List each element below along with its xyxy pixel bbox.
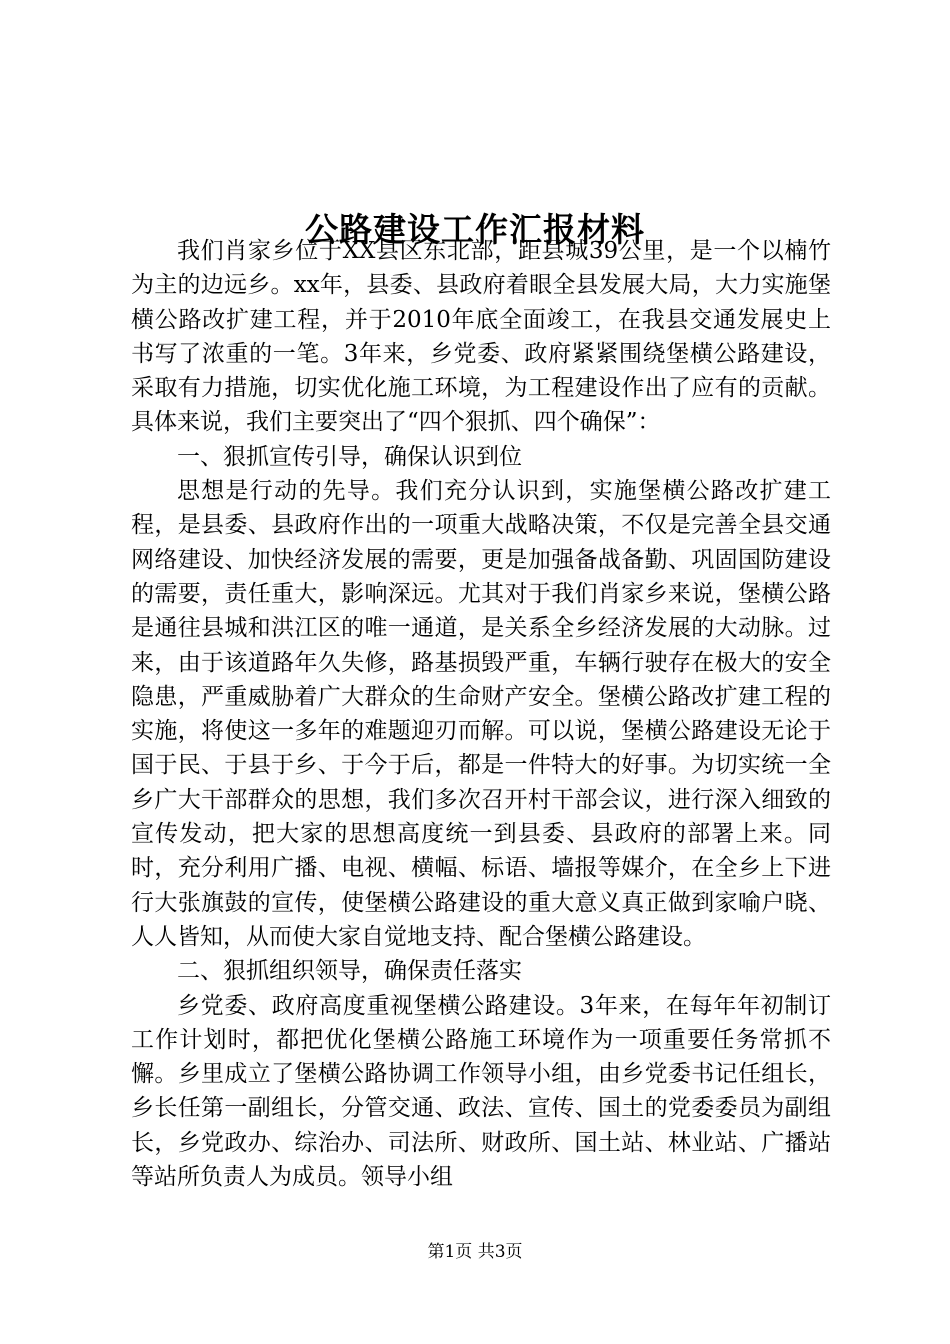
paragraph-section-1: 思想是行动的先导。我们充分认识到，实施堡横公路改扩建工程，是县委、县政府作出的一项重大战略决策，不仅是完善全县交通网络建设、加快经济发展的需要，更是加强备战备勤、巩固国防建设的需要，责任重大，影响深远。尤其对于我们肖家乡来说，堡横公路是通往县城和洪江区的唯一通道，是关系全乡经济发展的大动脉。过来，由于该道路年久失修，路基损毁严重，车辆行驶存在极大的安全隐患，严重威胁着广大群众的生命财产安全。堡横公路改扩建工程的实施，将使这一多年的难题迎刃而解。可以说，堡横公路建设无论于国于民、于县于乡、于今于后，都是一件特大的好事。为切实统一全乡广大干部群众的思想，我们多次召开村干部会议，进行深入细致的宣传发动，把大家的思想高度统一到县委、县政府的部署上来。同时，充分利用广播、电视、横幅、标语、墙报等媒介，在全乡上下进行大张旗鼓的宣传，使堡横公路建设的重大意义真正做到家喻户晓、人人皆知，从而使大家自觉地支持、配合堡横公路建设。 [131,478,831,950]
section-heading-2: 二、狠抓组织领导，确保责任落实 [177,958,522,985]
document-title: 公路建设工作汇报材料 [305,210,645,250]
section-heading-1: 一、狠抓宣传引导，确保认识到位 [177,443,522,470]
page-footer: 第1页 共3页 [427,1242,523,1262]
paragraph-section-2: 乡党委、政府高度重视堡横公路建设。3年来，在每年年初制订工作计划时，都把优化堡横公路施工环境作为一项重要任务常抓不懈。乡里成立了堡横公路协调工作领导小组，由乡党委书记任组长，乡长任第一副组长，分管交通、政法、宣传、国土的党委委员为副组长，乡党政办、综治办、司法所、财政所、国土站、林业站、广播站等站所负责人为成员。领导小组 [131,992,831,1191]
paragraph-intro: 我们肖家乡位于XX县区东北部，距县城39公里，是一个以楠竹为主的边远乡。xx年，县委、县政府着眼全县发展大局，大力实施堡横公路改扩建工程，并于2010年底全面竣工，在我县交通发展史上书写了浓重的一笔。3年来，乡党委、政府紧紧围绕堡横公路建设，采取有力措施，切实优化施工环境，为工程建设作出了应有的贡献。具体来说，我们主要突出了“四个狠抓、四个确保”： [131,238,831,436]
document-body [131,234,831,1194]
